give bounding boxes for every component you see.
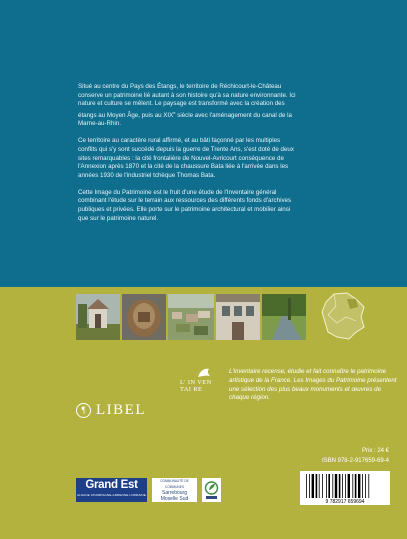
communaute-line-2: Sarrebourg [161,490,187,496]
grand-est-logo [76,478,147,502]
barcode-bar [348,474,350,498]
inventaire-quote: L'inventaire recense, étudie et fait connaître le patrimoine artistique de la France. Les Images du Patrimoine présentent une sélection des plus beaux monuments et œuvres de chaque région. [229,368,397,402]
barcode-bar [322,474,323,498]
description-paragraph-1: Situé au centre du Pays des Étangs, le territoire de Réchicourt-le-Château conserve un patrimoine lié autant à son histoire qu'à sa nature environnante. Ici nature et culture se mêlent. Le paysage est transformé avec la création des étangs au Moyen Âge, puis au XIXe siècle avec l'aménagement du canal de la Marne-au-Rhin. [78,83,296,128]
barcode-bar [326,474,327,498]
house-facade-photo [216,294,260,340]
isbn-barcode [300,471,390,505]
barcode-bar [306,474,307,498]
inventaire-wordmark: L' IN VEN TAI RE [180,379,212,393]
barcode-bar [312,474,314,498]
barcode-bar [352,474,353,498]
barcode-bar [362,474,363,498]
barcode-bar [339,474,341,498]
price-block [283,447,389,466]
description-text [78,83,300,232]
relief-photo [122,294,166,340]
canal-photo [262,294,306,340]
libel-logo [76,402,146,419]
grand-est-title: Grand Est [85,479,138,491]
region-map [320,291,366,341]
barcode-bar [342,474,343,498]
chapel-photo [76,294,120,340]
communaute-line-3: Moselle Sud [160,496,189,502]
certification-label [202,478,221,502]
photo-strip [76,294,306,340]
publisher-name: LIBEL [96,402,146,418]
inventaire-logo [180,367,222,407]
barcode-bar [319,474,320,498]
barcode-bar [355,474,357,498]
communaute-line-1: COMMUNAUTÉ DE COMMUNES [160,479,189,489]
village-aerial-photo [168,294,214,340]
barcode-bar [316,474,318,498]
leaf-icon [202,478,221,502]
description-paragraph-3: Cette Image du Patrimoine est le fruit d'une étude de l'Inventaire général combinant l'étude sur le terrain aux ressources des différents fonds d'archives publiques et privées. Elle porte sur le patrimoine architectural et mobilier ainsi que sur le patrimoine naturel. [78,188,292,222]
barcode-bar [335,474,337,498]
barcode-bar [358,474,360,498]
barcode-bar [345,474,346,498]
libel-mark-icon: ¶ [76,403,91,418]
description-paragraph-2: Ce territoire au caractère rural affirmé, et au bâti façonné par les multiples conflits qui s'y sont succédé depuis la guerre de Trente Ans, s'est doté de deux sites remarquables : la cité frontalière de Nouvel-Avricourt conséquence de l'Annexion après 1870 et la cité de la chaussure Bata liée à l'arrivée dans les années 1930 de l'industriel tchèque Thomas Bata. [78,137,294,179]
marianne-icon [196,367,212,379]
barcode-digits: 9 782917 659694 [325,499,365,505]
communaute-communes-logo [152,478,197,502]
price-text: Prix : 24 € [361,448,389,454]
barcode-bar [368,474,369,498]
barcode-bars [300,471,390,505]
barcode-bar [365,474,366,498]
barcode-bar [328,474,330,498]
grand-est-subtitle: ALSACE CHAMPAGNE-ARDENNE LORRAINE [77,493,146,497]
isbn-text: ISBN 978-2-917659-69-4 [321,457,389,464]
barcode-bar [309,474,310,498]
barcode-bar [332,474,333,498]
